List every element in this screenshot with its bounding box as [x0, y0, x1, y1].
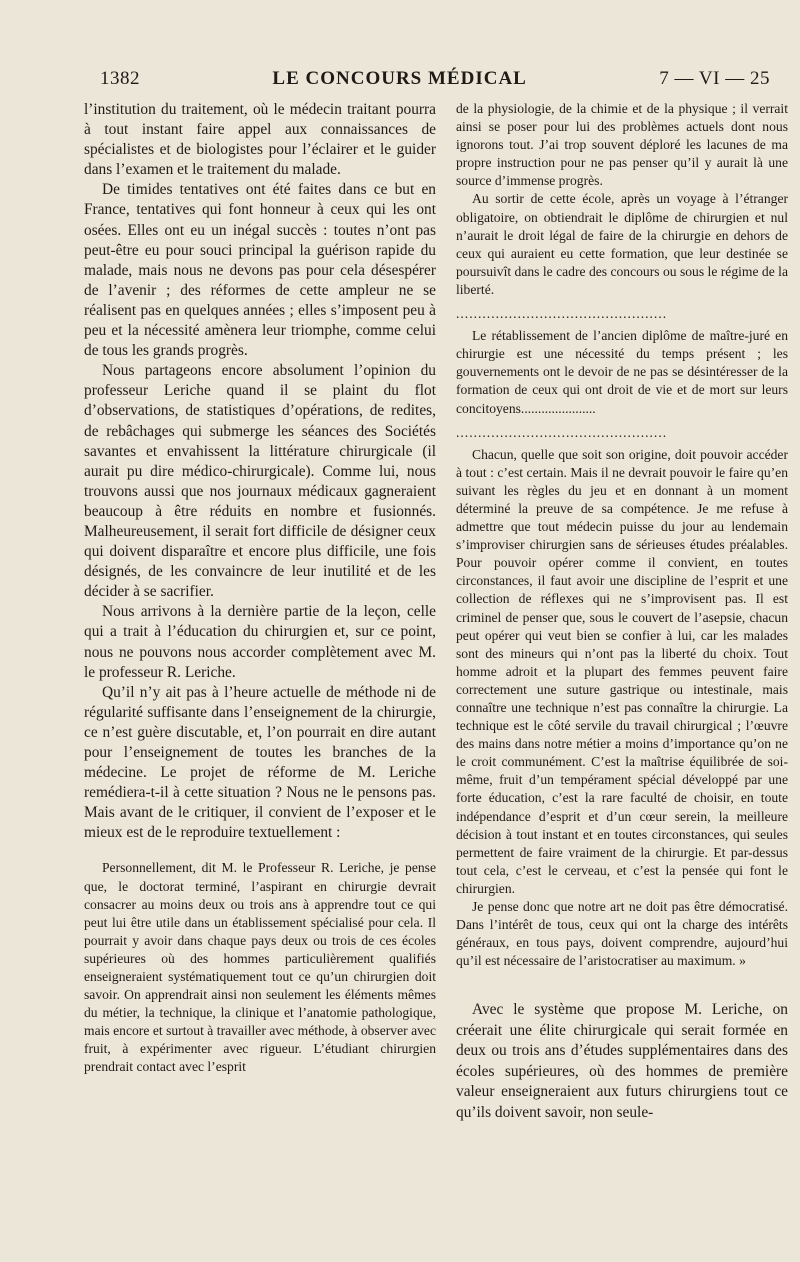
paragraph: l’institution du traitement, où le médecin traitant pourra à tout instant faire appel aux connaissances de spécialistes et de biologistes pour l’éclairer et le guider dans l’examen et le traitement du malade. [84, 101, 436, 179]
paragraph: Nous arrivons à la dernière partie de la leçon, celle qui a trait à l’éducation du chirurgien et, sur ce point, nous ne pouvons nous accorder complètement avec M. le professeur R. Leriche. [84, 603, 436, 681]
ellipsis-separator: ................................................ [456, 424, 668, 440]
journal-title: LE CONCOURS MÉDICAL [272, 68, 527, 89]
paragraph: Qu’il n’y ait pas à l’heure actuelle de méthode ni de régularité suffisante dans l’enseignement de la chirurgie, ce n’est guère discutable, et, l’on pourrait en dire autant pour l’enseignement de toutes les branches de la médecine. Le projet de réforme de M. Leriche remédiera-t-il à cette situation ? Nous ne le pensons pas. Mais avant de le critiquer, il convient de l’exposer et le mieux est de le reproduire textuellement : [84, 683, 436, 842]
issue-date: 7 — VI — 25 [659, 68, 770, 89]
left-column [84, 100, 436, 1076]
paragraph: Nous partageons encore absolument l’opinion du professeur Leriche quand il se plaint du flot d’observations, de statistiques d’opérations, de redites, de rebâchages qui submerge les séances des Sociétés savantes et envahissent la littérature chirurgicale (il aurait pu dire médico-chirurgicale). Comme lui, nous trouvons aussi que nos journaux médicaux gagneraient beaucoup à être réduits en nombre et fusionnés. Malheureusement, il serait fort difficile de désigner ceux qui doivent disparaître et encore plus difficile, une fois désignés, de les convaincre de leur inutilité et de les décider à se sacrifier. [84, 362, 436, 601]
quoted-paragraph: Au sortir de cette école, après un voyage à l’étranger obligatoire, on obtiendrait le diplôme de chirurgien et nul n’aurait le droit légal de faire de la chirurgie en dehors de ceux qui auraient eu cette formation, que leur destinée se poursuivît dans le cadre des concours ou sous le régime de la liberté. [456, 191, 788, 297]
quoted-paragraph: Je pense donc que notre art ne doit pas être démocratisé. Dans l’intérêt de tous, ceux qui ont la charge des intérêts généraux, en tous pays, doivent comprendre, aujourd’hui qu’il est nécessaire de l’aristocratiser au maximum. » [456, 899, 788, 969]
paragraph: De timides tentatives ont été faites dans ce but en France, tentatives qui font honneur à ceux qui les ont osées. Elles ont eu un inégal succès : toutes n’ont pas peut-être eu pour souci principal la guérison rapide du malade, mais nous ne devons pas pour cela désespérer de l’avenir ; des réformes de cette ampleur ne se réalisent pas en quelques années ; elles s’imposent peu à peu et la nécessité amènera leur triomphe, comme celui de tous les grands progrès. [84, 181, 436, 360]
running-header [100, 64, 770, 90]
ellipsis-separator: ................................................ [456, 306, 668, 322]
page-number: 1382 [100, 68, 140, 89]
quoted-paragraph: Le rétablissement de l’ancien diplôme de maître-juré en chirurgie est une nécessité du temps présent ; les gouvernements ont le devoir de ne pas se désintéresser de la formation de ceux qui ont droit de vie et de mort sur leurs concitoyens...................... [456, 328, 788, 416]
right-column [456, 100, 788, 1123]
paragraph: Avec le système que propose M. Leriche, on créerait une élite chirurgicale qui serait formée en deux ou trois ans d’études supplémentaires dans des écoles supérieures, où des hommes de première valeur enseigneraient aux futurs chirurgiens tout ce qu’ils doivent savoir, non seule- [456, 1001, 788, 1121]
quoted-paragraph: de la physiologie, de la chimie et de la physique ; il verrait ainsi se poser pour lui des problèmes actuels dont nous ignorons tout. J’ai trop souvent déploré les lacunes de ma propre instruction pour ne pas penser qu’il y aurait là une source d’immense progrès. [456, 101, 788, 189]
quoted-paragraph: Personnellement, dit M. le Professeur R. Leriche, je pense que, le doctorat terminé, l’aspirant en chirurgie devrait consacrer au moins deux ou trois ans à apprendre tout ce qui peut lui être utile dans un établissement spécialisé pour cela. Il pourrait y avoir dans chaque pays deux ou trois de ces écoles supérieures où des hommes particulièrement qualifiés enseigneraient systématiquement tout ce qu’un chirurgien doit savoir. On apprendrait ainsi non seulement les éléments mêmes du métier, la technique, la clinique et l’anatomie pathologique, mais encore et surtout à travailler avec méthode, à observer avec fruit, à expérimenter avec rigueur. L’étudiant chirurgien prendrait contact avec l’esprit [84, 860, 436, 1074]
quoted-paragraph: Chacun, quelle que soit son origine, doit pouvoir accéder à tout : c’est certain. Mais il ne devrait pouvoir le faire qu’en suivant les règles du jeu et en donnant à un moment déterminé la preuve de sa compétence. Je me refuse à admettre que tout médecin puisse du jour au lendemain s’improviser chirurgien sans de sérieuses études préalables. Pour pouvoir opérer comme il convient, en toutes circonstances, il faut avoir une discipline de l’esprit et une collection de réflexes qui ne s’improvisent pas. Il est criminel de penser que, sous le couvert de l’asepsie, chacun peut opérer qui veut bien se confier à lui, car les malades sont des mineurs qui n’ont pas la liberté du choix. Tout homme adroit et la plupart des femmes peuvent faire correctement une suture gastrique ou intestinale, mais connaître une technique n’est pas connaître la chirurgie. La technique est le côté servile du travail chirurgical ; l’œuvre des mains dans notre métier a moins d’importance qu’on ne le croit communément. C’est la maîtrise équilibrée de soi-même, fruit d’un tempérament spécial développé par une forte éducation, c’est la rare faculté de choisir, en toute indépendance d’esprit et d’un cœur serein, la meilleure décision à tout instant et en toutes circonstances, qui seules permettent de faire vraiment de la chirurgie. Et par-dessus tout cela, c’est le cerveau, et c’est la pensée qui font le chirurgien. [456, 446, 788, 896]
